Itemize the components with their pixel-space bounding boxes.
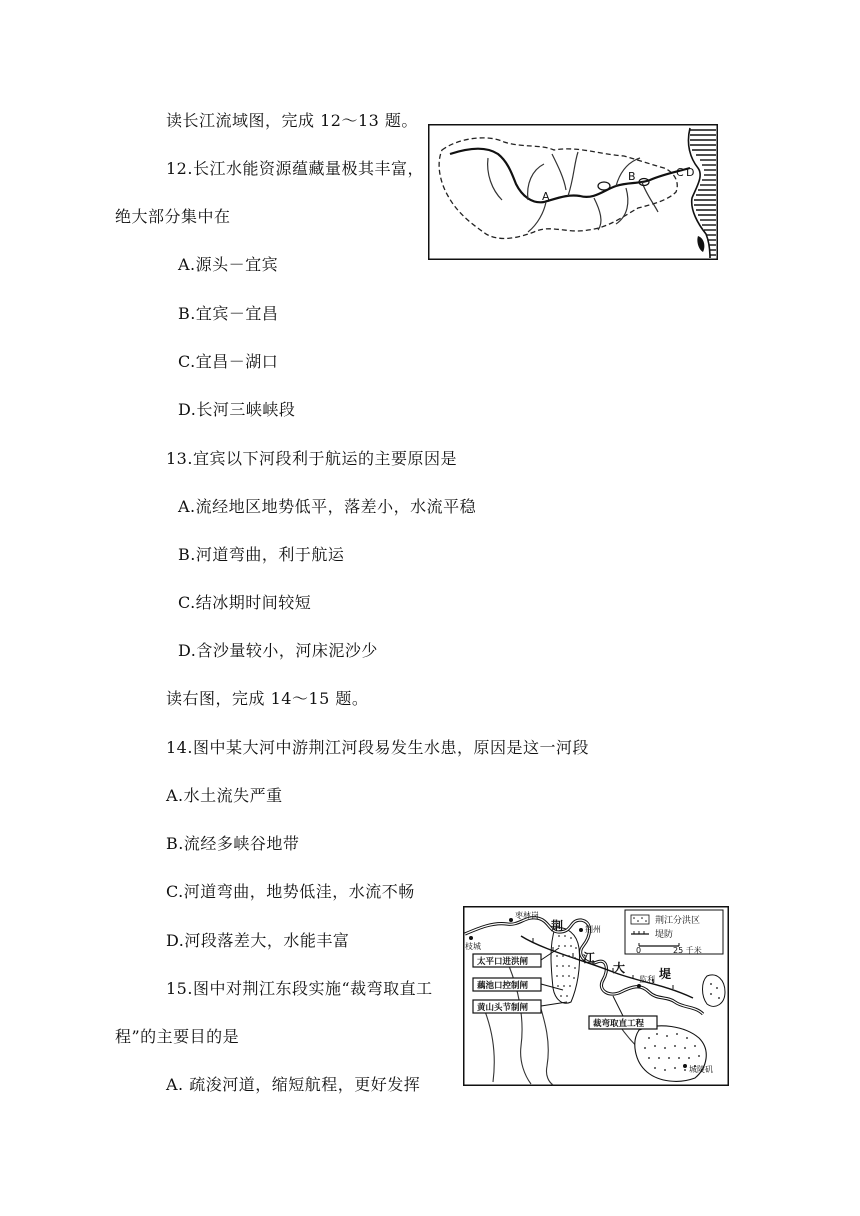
box-caiwanquzhi: 裁弯取直工程 bbox=[593, 1019, 645, 1029]
legend-flood-zone: 荆江分洪区 bbox=[655, 916, 701, 926]
place-zaolingang: 枣林岗 bbox=[515, 911, 539, 920]
q12-option-b[interactable]: B.宜宾－宜昌 bbox=[178, 304, 279, 323]
place-chenglingji: 城陵矶 bbox=[689, 1065, 713, 1074]
river-char-3: 大 bbox=[613, 961, 626, 975]
place-jingzhou: 荆州 bbox=[585, 925, 601, 934]
scale-km: 25 千米 bbox=[673, 946, 702, 955]
q12-option-d[interactable]: D.长河三峡峡段 bbox=[178, 400, 296, 419]
q14-option-d[interactable]: D.河段落差大，水能丰富 bbox=[166, 931, 350, 950]
q13-option-b[interactable]: B.河道弯曲，利于航运 bbox=[178, 545, 345, 564]
river-char-1: 荆 bbox=[551, 919, 564, 933]
place-zhicheng: 枝城 bbox=[465, 942, 481, 951]
q12-stem-line1: 12.长江水能资源蕴藏量极其丰富， bbox=[166, 159, 424, 178]
q13-option-c[interactable]: C.结冰期时间较短 bbox=[178, 593, 312, 612]
place-jianli: 监利 bbox=[639, 975, 655, 984]
map1-label-b: B bbox=[628, 170, 636, 183]
q15-option-a[interactable]: A. 疏浚河道，缩短航程，更好发挥 bbox=[166, 1075, 421, 1094]
q15-stem-line2: 程”的主要目的是 bbox=[115, 1027, 240, 1046]
box-outangkou: 藕池口控制闸 bbox=[477, 981, 529, 991]
box-huangshantou: 黄山头节制闸 bbox=[477, 1003, 529, 1013]
q13-option-a[interactable]: A.流经地区地势低平，落差小，水流平稳 bbox=[178, 497, 477, 516]
intro-14-15: 读右图，完成 14～15 题。 bbox=[166, 689, 369, 708]
q15-stem-line1: 15.图中对荆江东段实施“裁弯取直工 bbox=[166, 979, 433, 998]
q13-option-d[interactable]: D.含沙量较小，河床泥沙少 bbox=[178, 641, 378, 660]
map1-label-c: C bbox=[676, 166, 684, 179]
q12-stem-line2: 绝大部分集中在 bbox=[115, 207, 231, 226]
q14-option-a[interactable]: A.水土流失严重 bbox=[166, 786, 283, 805]
map1-label-a: A bbox=[542, 190, 550, 203]
q14-option-c[interactable]: C.河道弯曲，地势低洼，水流不畅 bbox=[166, 882, 415, 901]
yangtze-basin-map bbox=[428, 124, 718, 260]
box-taipingkou: 太平口进洪闸 bbox=[477, 957, 529, 967]
jingjiang-map-graphic bbox=[463, 906, 729, 1086]
q13-stem: 13.宜宾以下河段利于航运的主要原因是 bbox=[166, 449, 457, 468]
river-char-2: 江 bbox=[583, 951, 596, 965]
legend-dike: 堤防 bbox=[655, 930, 674, 940]
jingjiang-map bbox=[463, 906, 729, 1086]
q14-stem: 14.图中某大河中游荆江河段易发生水患，原因是这一河段 bbox=[166, 738, 589, 757]
map1-label-d: D bbox=[686, 166, 695, 179]
river-char-4: 堤 bbox=[659, 967, 672, 981]
intro-12-13: 读长江流域图，完成 12～13 题。 bbox=[166, 111, 418, 130]
yangtze-basin-map-graphic bbox=[428, 124, 718, 260]
scale-zero: 0 bbox=[636, 946, 642, 955]
q12-option-c[interactable]: C.宜昌－湖口 bbox=[178, 352, 279, 371]
q12-option-a[interactable]: A.源头－宜宾 bbox=[178, 255, 279, 274]
q14-option-b[interactable]: B.流经多峡谷地带 bbox=[166, 834, 300, 853]
